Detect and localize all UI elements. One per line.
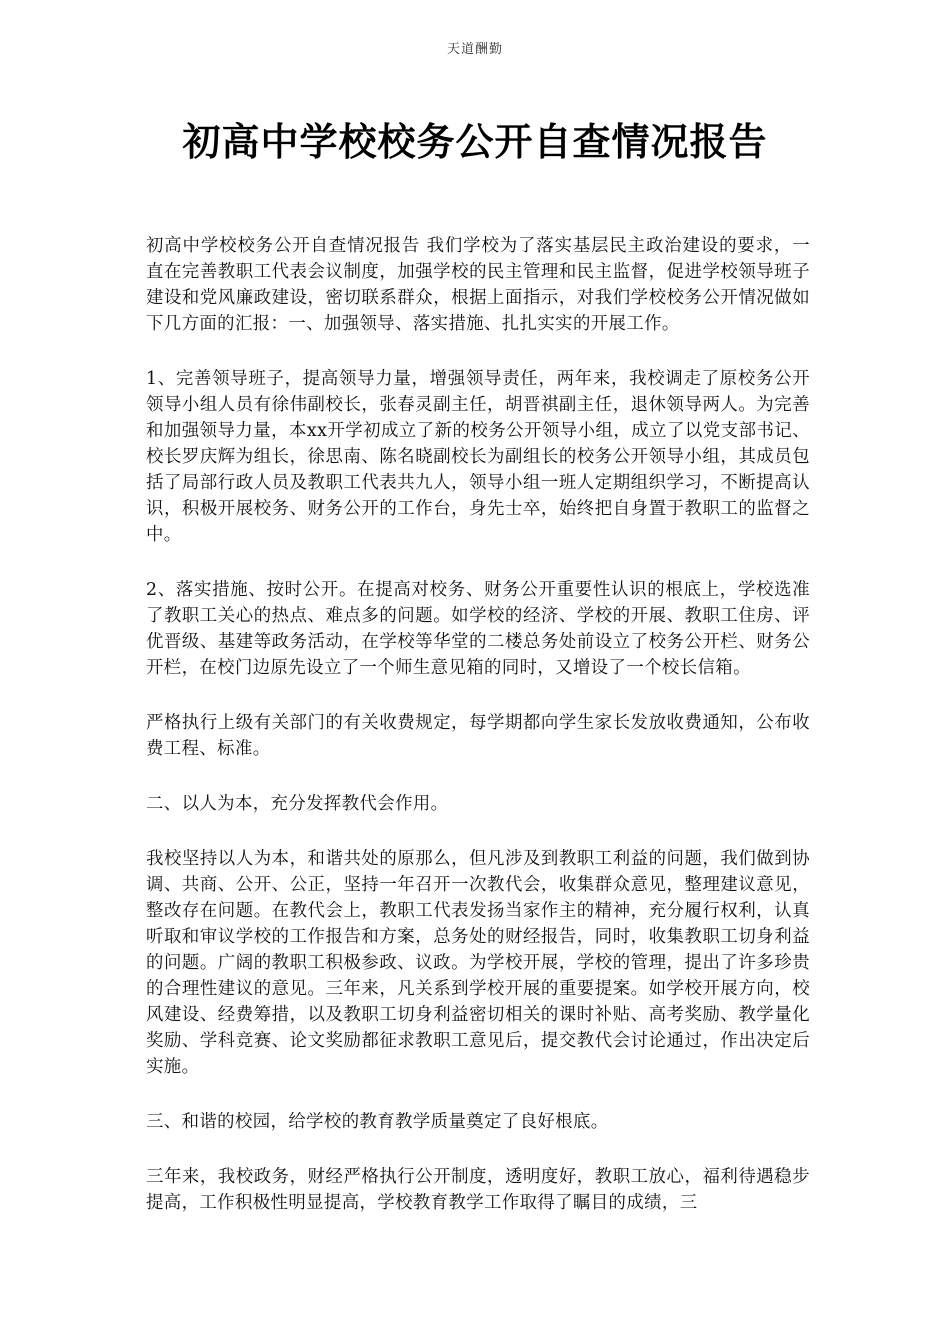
paragraph-measures: 2、落实措施、按时公开。在提高对校务、财务公开重要性认识的根底上，学校选准了教职工关心的热点、难点多的问题。如学校的经济、学校的开展、教职工住房、评优晋级、基建等政务活动，在学校等华堂的二楼总务处前设立了校务公开栏、财务公开栏，在校门边原先设立了一个师生意见箱的同时，又增设了一个校长信箱。 (146, 580, 810, 678)
paragraph-people-oriented: 我校坚持以人为本，和谐共处的原那么，但凡涉及到教职工利益的问题，我们做到协调、共商、公开、公正，坚持一年召开一次教代会，收集群众意见，整理建议意见，整改存在问题。在教代会上，教职工代表发扬当家作主的精神，充分履行权利，认真听取和审议学校的工作报告和方案，总务处的财经报告，同时，收集教职工切身利益的问题。广阔的教职工积极参政、议政。为学校开展，学校的管理，提出了许多珍贵的合理性建议的意见。三年来，凡关系到学校开展的重要提案。如学校开展方向，校风建设、经费筹措，以及教职工切身利益密切相关的课时补贴、高考奖励、教学量化奖励、学科竞赛、论文奖励都征求教职工意见后，提交教代会讨论通过，作出决定后实施。 (146, 849, 810, 1077)
paragraph-intro: 初高中学校校务公开自查情况报告 我们学校为了落实基层民主政治建设的要求，一直在完善教职工代表会议制度，加强学校的民主管理和民主监督，促进学校领导班子建设和党风廉政建设，密切联系群众，根据上面指示，对我们学校校务公开情况做如下几方面的汇报：一、加强领导、落实措施、扎扎实实的开展工作。 (146, 236, 810, 334)
paragraph-leadership: 1、完善领导班子，提高领导力量，增强领导责任，两年来，我校调走了原校务公开领导小组人员有徐伟副校长，张春灵副主任，胡晋祺副主任，退休领导两人。为完善和加强领导力量，本xx开学初成立了新的校务公开领导小组，成立了以党支部书记、校长罗庆辉为组长，徐思南、陈名晓副校长为副组长的校务公开领导小组，其成员包括了局部行政人员及教职工代表共九人，领导小组一班人定期组织学习，不断提高认识，积极开展校务、财务公开的工作台，身先士卒，始终把自身置于教职工的监督之中。 (146, 369, 810, 545)
page-header: 天道酬勤 (446, 42, 503, 57)
document-body (146, 233, 810, 1245)
section-heading-three: 三、和谐的校园，给学校的教育教学质量奠定了良好根底。 (146, 1112, 609, 1132)
paragraph-results: 三年来，我校政务，财经严格执行公开制度，透明度好，教职工放心，福利待遇稳步提高，工作积极性明显提高，学校教育教学工作取得了瞩目的成绩，三 (146, 1167, 810, 1213)
document-title: 初高中学校校务公开自查情况报告 (182, 119, 768, 164)
paragraph-fees: 严格执行上级有关部门的有关收费规定，每学期都向学生家长发放收费通知，公布收费工程、标准。 (146, 713, 810, 759)
section-heading-two: 二、以人为本，充分发挥教代会作用。 (146, 794, 449, 814)
